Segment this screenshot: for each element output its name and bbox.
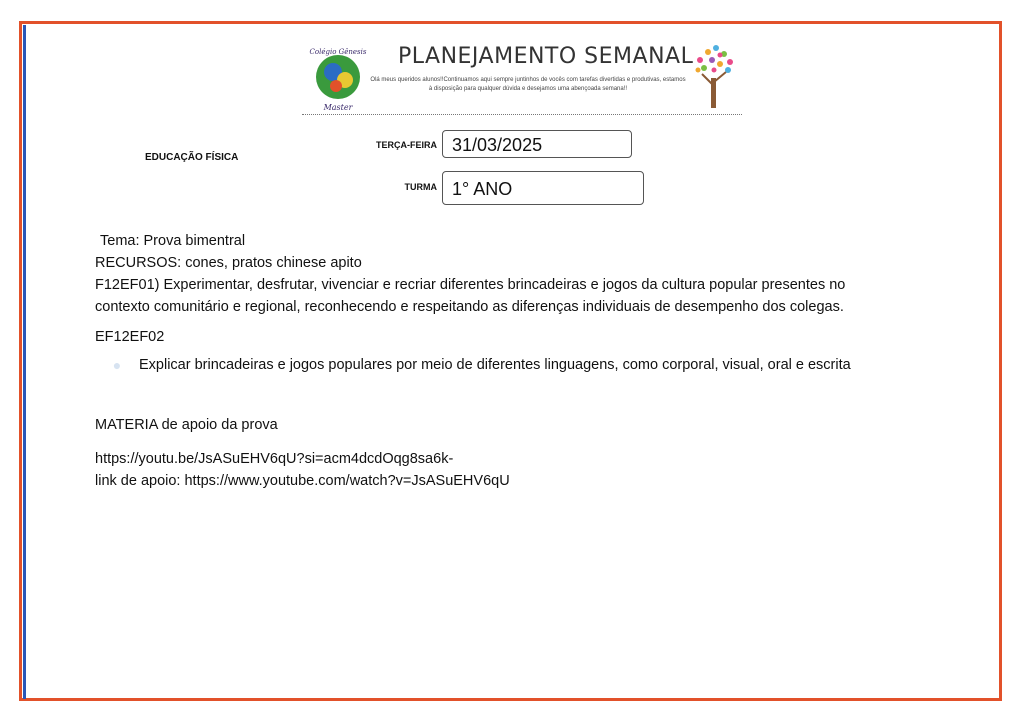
bullet-icon: ● [112, 357, 122, 373]
svg-text:Colégio Gênesis: Colégio Gênesis [309, 48, 367, 56]
day-field[interactable]: 31/03/2025 [442, 130, 632, 158]
list-item [95, 354, 895, 376]
skill-ef02-text: Explicar brincadeiras e jogos populares por meio de diferentes linguagens, como corporal, visual, oral e escrita [139, 357, 851, 373]
resources-text: RECURSOS: cones, pratos chinese apito [95, 255, 362, 271]
subject-label: EDUCAÇÃO FÍSICA [145, 152, 239, 163]
skill-ef02-code: EF12EF02 [95, 329, 165, 345]
skill-ef01-text: F12EF01) Experimentar, desfrutar, vivenciar e recriar diferentes brincadeiras e jogos da cultura popular presentes no contexto comunitário e regional, reconhecendo e respeitando as diferenças individuais de desempenho dos colegas. [95, 277, 846, 315]
tree-icon [690, 40, 738, 110]
day-label: TERÇA-FEIRA [376, 140, 437, 150]
class-field[interactable]: 1° ANO [442, 171, 644, 205]
page-title: PLANEJAMENTO SEMANAL [398, 44, 694, 69]
page-frame-accent [23, 25, 26, 699]
school-logo [303, 42, 373, 112]
support-link[interactable]: link de apoio: https://www.youtube.com/watch?v=JsASuEHV6qU [95, 473, 510, 489]
material-heading: MATERIA de apoio da prova [95, 417, 278, 433]
page-subtitle: Olá meus queridos alunos!!Continuamos aqui sempre juntinhos de vocês com tarefas divertidas e produtivas, estamos à disposição para qualquer dúvida e desejamos uma abençoada semana!! [370, 77, 686, 92]
theme-text: Tema: Prova bimentral [100, 233, 246, 249]
video-link[interactable]: https://youtu.be/JsASuEHV6qU?si=acm4dcdOqg8sa6k- [95, 451, 454, 467]
class-label: TURMA [404, 182, 437, 192]
svg-text:Master: Master [323, 103, 353, 112]
lesson-content [95, 230, 895, 492]
